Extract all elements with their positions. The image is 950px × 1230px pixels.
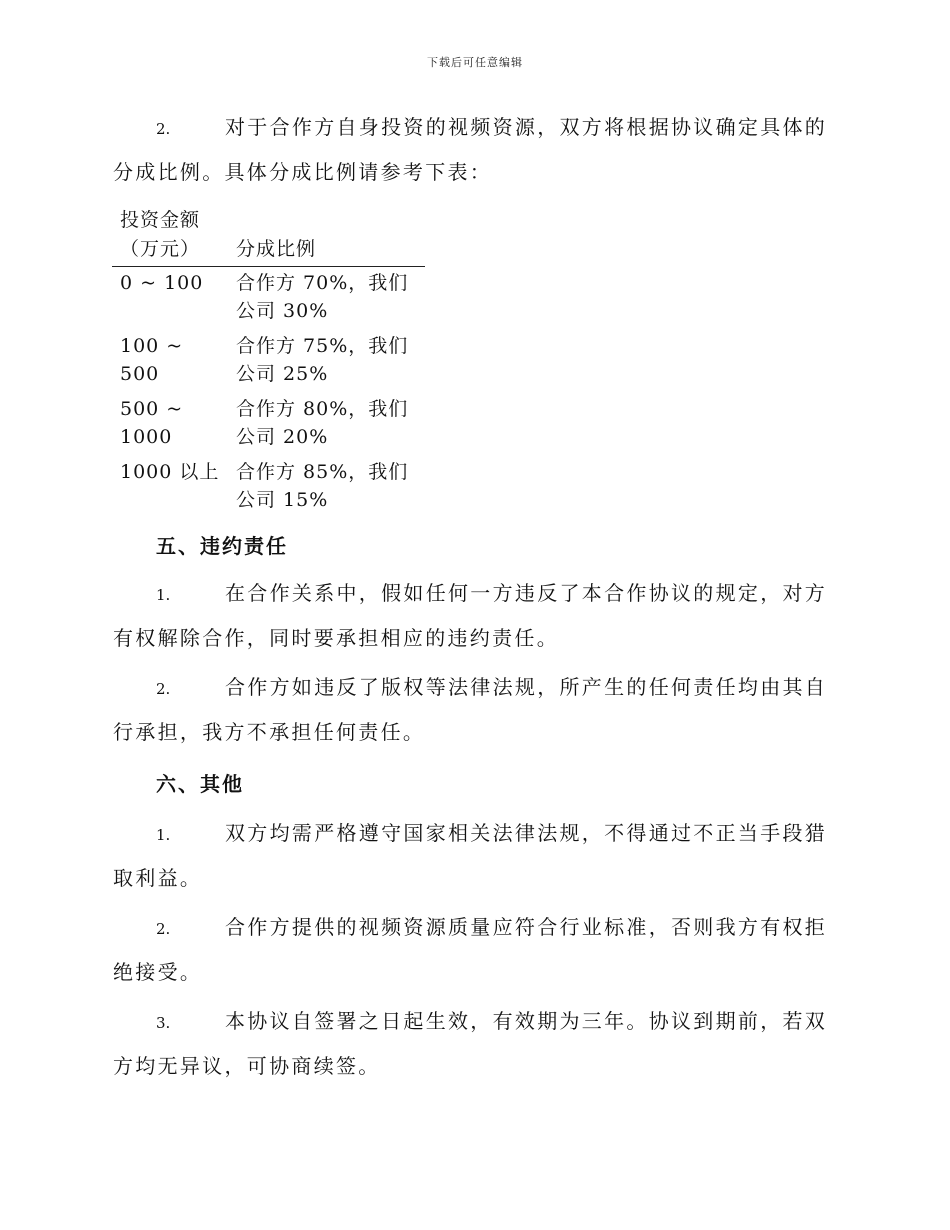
ratio-cell: 合作方 70%，我们 公司 30% bbox=[236, 272, 409, 322]
item-text: 本协议自签署之日起生效，有效期为三年。协议到期前，若双方均无异议，可协商续签。 bbox=[113, 1009, 828, 1078]
item-number: 2. bbox=[156, 920, 171, 938]
item-number: 2. bbox=[156, 120, 171, 138]
item-number: 2. bbox=[156, 680, 171, 698]
ratio-cell: 合作方 75%，我们 公司 25% bbox=[236, 335, 409, 385]
other-item-2 bbox=[113, 906, 833, 994]
column-header-amount: 投资金额 （万元） bbox=[112, 206, 228, 267]
item-number: 1. bbox=[156, 826, 171, 844]
table-row bbox=[112, 267, 425, 331]
breach-item-1 bbox=[113, 572, 833, 660]
item-text: 双方均需严格遵守国家相关法律法规，不得通过不正当手段猎取利益。 bbox=[113, 821, 828, 890]
amount-cell: 1000 以上 bbox=[120, 461, 220, 483]
item-number: 1. bbox=[156, 586, 171, 604]
table-row bbox=[112, 330, 425, 393]
table-row bbox=[112, 393, 425, 456]
other-item-1 bbox=[113, 812, 833, 900]
table-row bbox=[112, 456, 425, 519]
item-number: 3. bbox=[156, 1014, 171, 1032]
column-header-ratio: 分成比例 bbox=[228, 206, 425, 267]
other-item-3 bbox=[113, 1000, 833, 1088]
breach-item-2 bbox=[113, 666, 833, 754]
section-heading-breach: 五、违约责任 bbox=[156, 534, 288, 558]
table-header-row bbox=[112, 206, 425, 267]
page-header: 下载后可任意编辑 bbox=[427, 56, 523, 69]
ratio-cell: 合作方 80%，我们 公司 20% bbox=[236, 398, 409, 448]
amount-cell: 500 ~ 1000 bbox=[120, 398, 184, 448]
section-heading-other: 六、其他 bbox=[156, 772, 244, 796]
amount-cell: 100 ~ 500 bbox=[120, 335, 184, 385]
ratio-cell: 合作方 85%，我们 公司 15% bbox=[236, 461, 409, 511]
item-text: 合作方如违反了版权等法律法规，所产生的任何责任均由其自行承担，我方不承担任何责任。 bbox=[113, 675, 828, 744]
share-intro-paragraph bbox=[113, 106, 833, 194]
item-text: 对于合作方自身投资的视频资源，双方将根据协议确定具体的分成比例。具体分成比例请参考下表： bbox=[113, 115, 828, 184]
item-text: 在合作关系中，假如任何一方违反了本合作协议的规定，对方有权解除合作，同时要承担相应的违约责任。 bbox=[113, 581, 828, 650]
item-text: 合作方提供的视频资源质量应符合行业标准，否则我方有权拒绝接受。 bbox=[113, 915, 828, 984]
revenue-share-table bbox=[112, 206, 425, 519]
amount-cell: 0 ~ 100 bbox=[120, 272, 204, 294]
